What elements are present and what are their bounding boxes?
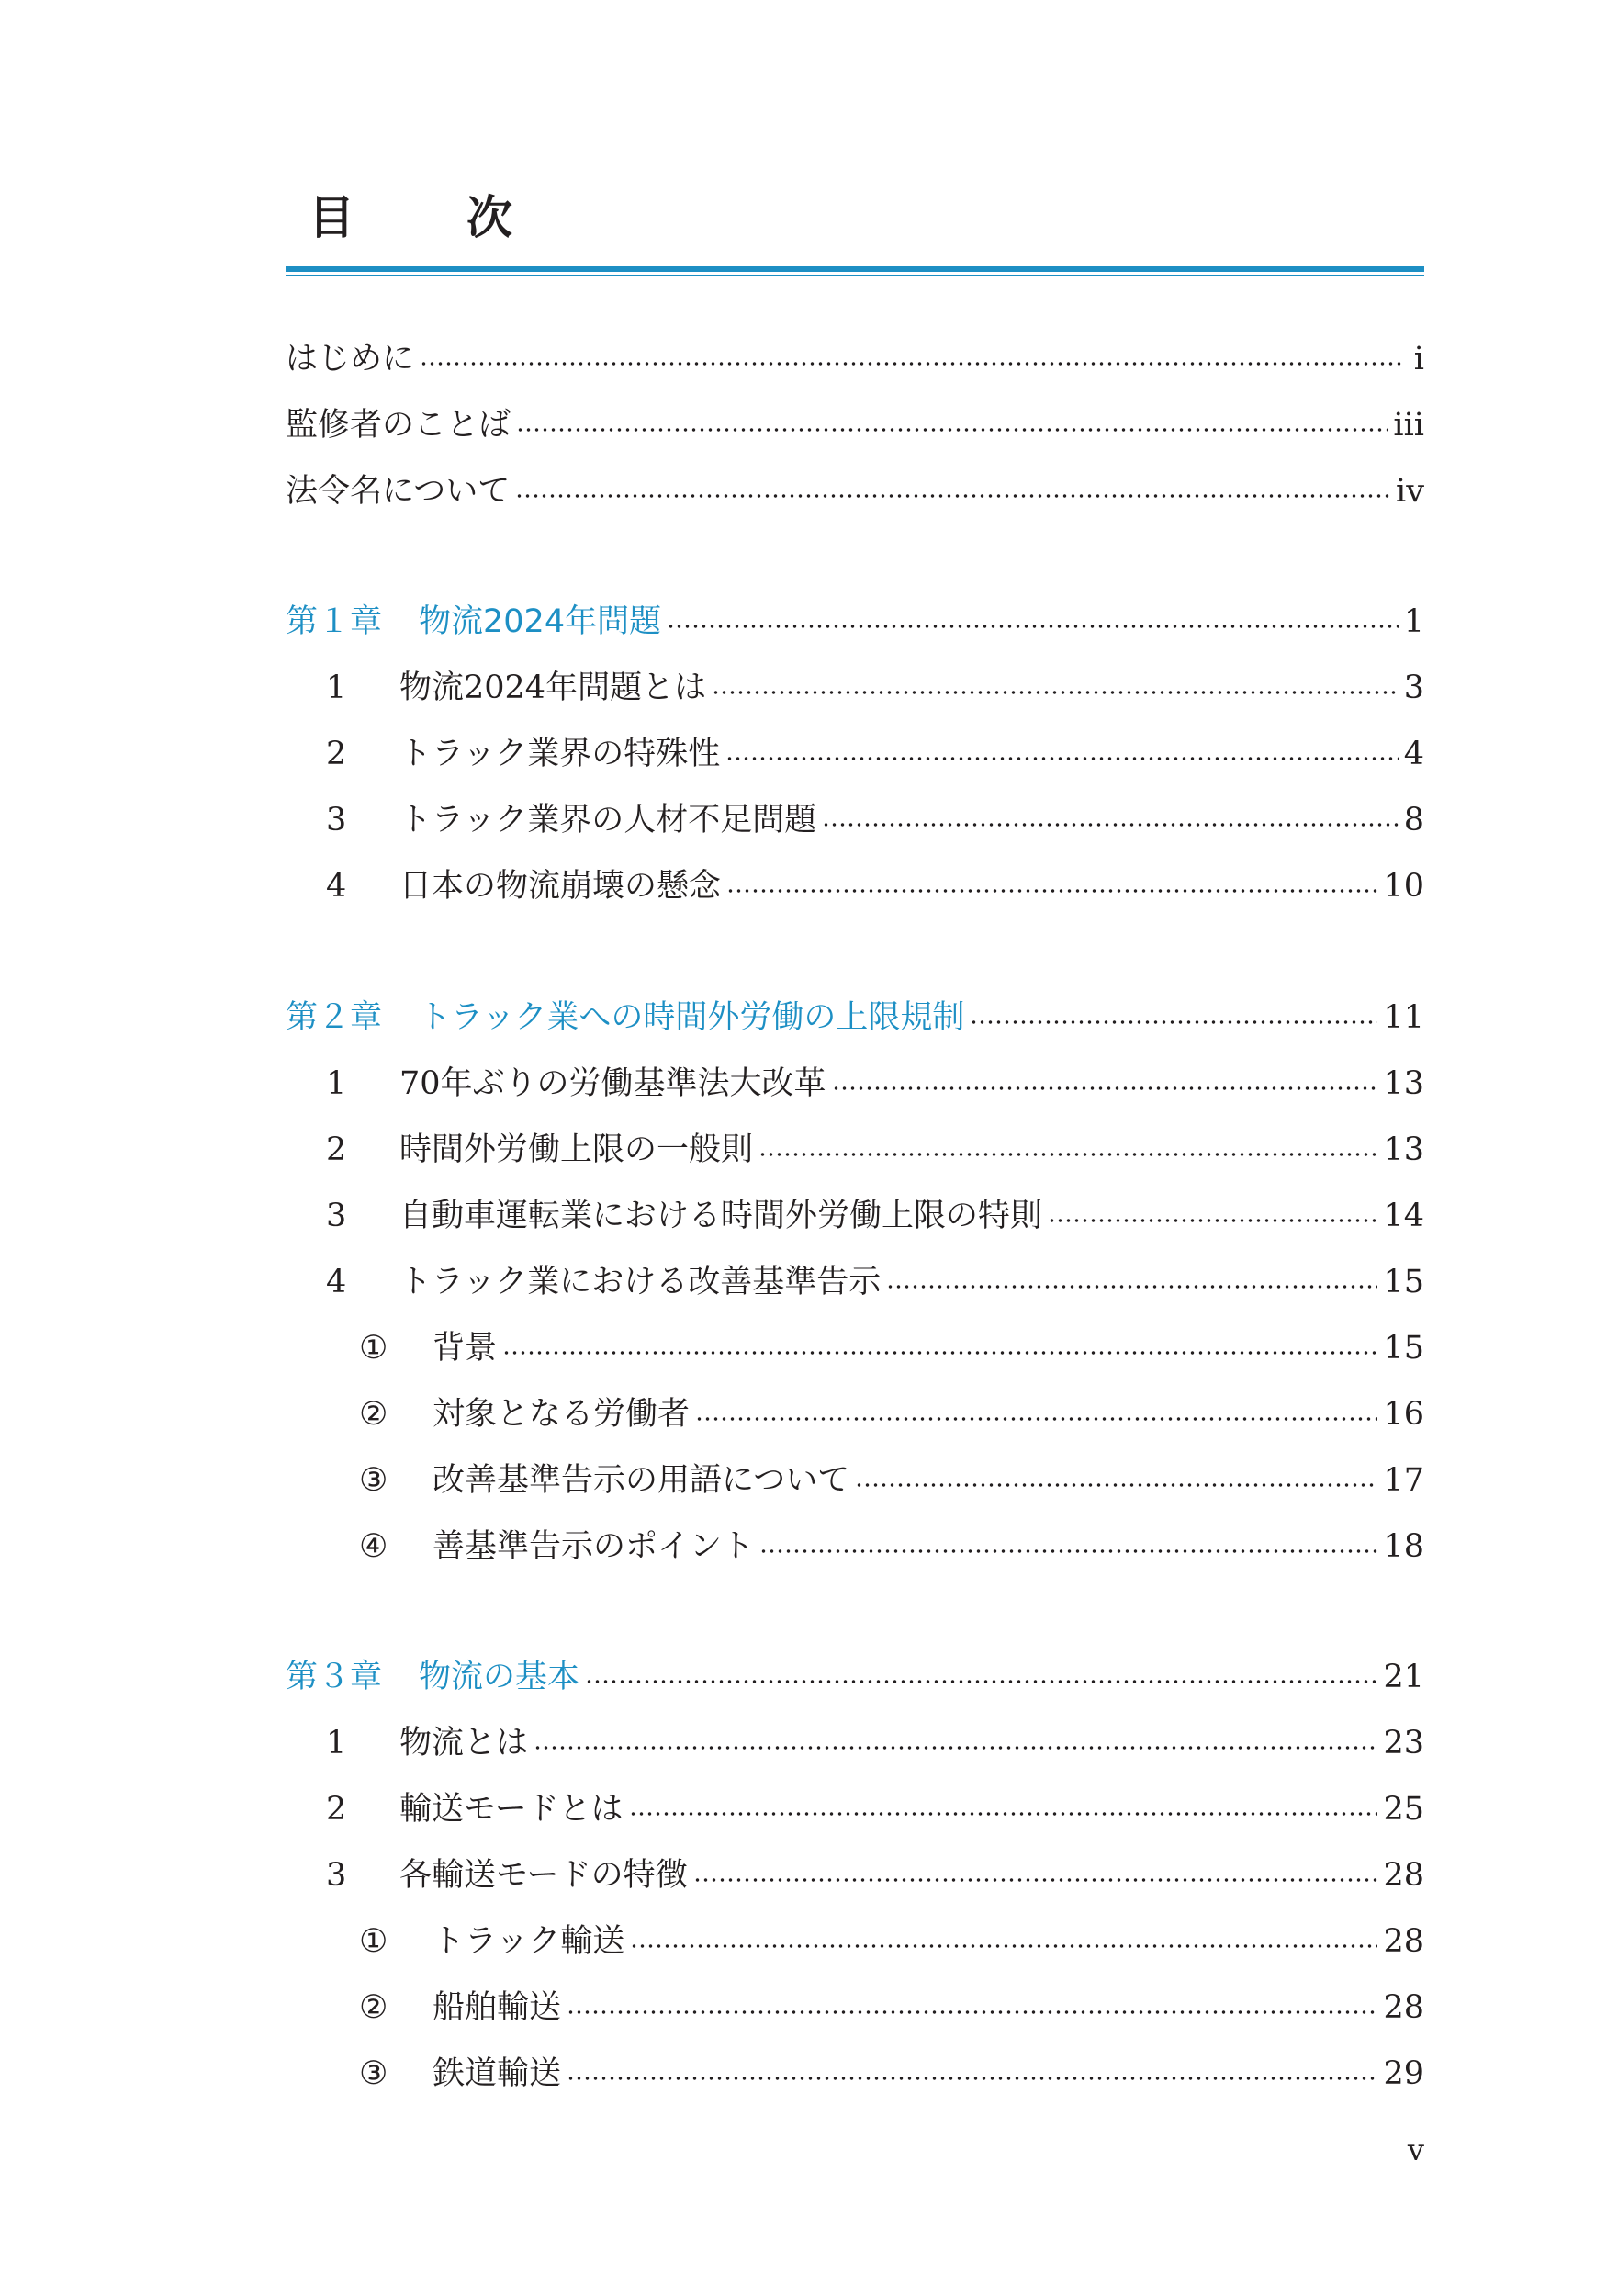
dot-leader — [567, 2009, 1377, 2015]
section-number: 2 — [326, 1131, 347, 1168]
dot-leader — [725, 756, 1398, 761]
toc-section[interactable] — [286, 1786, 1424, 1832]
section-title: 時間外労働上限の一般則 — [399, 1131, 754, 1168]
subsection-title: トラック輸送 — [433, 1922, 625, 1960]
section-number: 3 — [326, 1197, 347, 1234]
toc-page-number: 17 — [1383, 1461, 1424, 1499]
section-number: 4 — [326, 867, 347, 905]
section-number: 4 — [326, 1263, 347, 1300]
dot-leader — [585, 1679, 1377, 1684]
dot-leader — [515, 493, 1390, 499]
section-number: 1 — [326, 1724, 347, 1761]
toc-page-number: 1 — [1403, 602, 1424, 640]
toc-page-number: 4 — [1403, 735, 1424, 772]
dot-leader — [726, 888, 1377, 894]
toc-subsection[interactable] — [286, 2051, 1424, 2097]
dot-leader — [970, 1019, 1377, 1025]
section-title: トラック業における改善基準告示 — [399, 1263, 882, 1300]
chapter-number: 第２章 — [286, 998, 383, 1036]
section-number: 1 — [326, 669, 347, 706]
toc-page-number: iv — [1396, 472, 1424, 510]
dot-leader — [695, 1416, 1377, 1422]
page-title: 目 次 — [309, 191, 545, 244]
toc-subsection[interactable] — [286, 1524, 1424, 1570]
toc-subsection[interactable] — [286, 1391, 1424, 1437]
dot-leader — [629, 1811, 1378, 1817]
chapter-number: 第３章 — [286, 1658, 383, 1695]
subsection-number: ③ — [359, 2054, 388, 2092]
toc-section[interactable] — [286, 1127, 1424, 1173]
toc-section[interactable] — [286, 731, 1424, 777]
toc-page-number: 28 — [1383, 1922, 1424, 1960]
toc-section[interactable] — [286, 1061, 1424, 1107]
toc-page-number: 16 — [1383, 1395, 1424, 1433]
toc-page-number: 23 — [1383, 1724, 1424, 1761]
toc-page-number: iii — [1393, 406, 1424, 444]
dot-leader — [822, 822, 1398, 827]
section-number: 3 — [326, 801, 347, 838]
subsection-title: 善基準告示のポイント — [433, 1527, 755, 1565]
subsection-title: 船舶輸送 — [433, 1988, 562, 2026]
toc-entry-hajimeni[interactable] — [286, 336, 1424, 382]
section-title: 70年ぶりの労働基準法大改革 — [399, 1064, 826, 1102]
toc-section[interactable] — [286, 1720, 1424, 1766]
dot-leader — [420, 361, 1402, 366]
dot-leader — [1048, 1218, 1377, 1223]
dot-leader — [886, 1284, 1377, 1289]
section-title: 物流2024年問題とは — [399, 669, 707, 706]
dot-leader — [667, 624, 1399, 629]
section-title: トラック業界の特殊性 — [399, 735, 721, 772]
toc-entry-label: はじめに — [286, 340, 415, 377]
subsection-number: ② — [359, 1988, 388, 2026]
subsection-title: 鉄道輸送 — [433, 2054, 562, 2092]
toc-page-number: i — [1413, 340, 1424, 377]
toc-page-number: 28 — [1383, 1988, 1424, 2026]
toc-page-number: 15 — [1383, 1329, 1424, 1367]
dot-leader — [567, 2076, 1377, 2081]
toc-chapter-1[interactable] — [286, 599, 1424, 645]
dot-leader — [630, 1943, 1377, 1949]
toc-page-number: 15 — [1383, 1263, 1424, 1300]
dot-leader — [712, 690, 1399, 695]
toc-section[interactable] — [286, 797, 1424, 843]
section-number: 1 — [326, 1064, 347, 1102]
dot-leader — [534, 1745, 1377, 1750]
dot-leader — [832, 1086, 1378, 1091]
dot-leader — [759, 1548, 1377, 1554]
subsection-title: 背景 — [433, 1329, 498, 1367]
toc-subsection[interactable] — [286, 1919, 1424, 1964]
chapter-title: トラック業への時間外労働の上限規制 — [419, 998, 965, 1036]
page-folio: v — [1407, 2133, 1424, 2167]
dot-leader — [693, 1877, 1378, 1883]
section-number: 3 — [326, 1856, 347, 1894]
toc-page-number: 25 — [1383, 1790, 1424, 1828]
dot-leader — [758, 1152, 1377, 1157]
toc-section[interactable] — [286, 1193, 1424, 1239]
toc-page-number: 21 — [1383, 1658, 1424, 1695]
section-title: 日本の物流崩壊の懸念 — [399, 867, 722, 905]
toc-page-number: 8 — [1403, 801, 1424, 838]
toc-page-number: 10 — [1383, 867, 1424, 905]
section-title: トラック業界の人材不足問題 — [399, 801, 817, 838]
toc-page-number: 14 — [1383, 1197, 1424, 1234]
section-title: 輸送モードとは — [399, 1790, 624, 1828]
chapter-title: 物流の基本 — [419, 1658, 580, 1695]
toc-chapter-3[interactable] — [286, 1654, 1424, 1700]
toc-entry-label: 監修者のことば — [286, 406, 511, 444]
dot-leader — [855, 1482, 1377, 1488]
chapter-title: 物流2024年問題 — [419, 602, 662, 640]
section-title: 自動車運転業における時間外労働上限の特則 — [399, 1197, 1043, 1234]
subsection-title: 改善基準告示の用語について — [433, 1461, 850, 1499]
toc-page-number: 13 — [1383, 1064, 1424, 1102]
toc-page-number: 28 — [1383, 1856, 1424, 1894]
subsection-number: ④ — [359, 1527, 388, 1565]
subsection-number: ③ — [359, 1461, 388, 1499]
toc-entry-kanshusha[interactable] — [286, 402, 1424, 448]
section-number: 2 — [326, 1790, 347, 1828]
toc-page-number: 13 — [1383, 1131, 1424, 1168]
toc-page-number: 11 — [1383, 998, 1424, 1036]
dot-leader — [516, 427, 1388, 433]
toc-subsection[interactable] — [286, 1985, 1424, 2031]
toc-page-number: 18 — [1383, 1527, 1424, 1565]
toc-subsection[interactable] — [286, 1458, 1424, 1503]
subsection-number: ① — [359, 1329, 388, 1367]
subsection-title: 対象となる労働者 — [433, 1395, 691, 1433]
toc-section[interactable] — [286, 863, 1424, 909]
section-number: 2 — [326, 735, 347, 772]
toc-subsection[interactable] — [286, 1325, 1424, 1371]
section-title: 各輸送モードの特徴 — [399, 1856, 688, 1894]
dot-leader — [502, 1350, 1377, 1356]
subsection-number: ② — [359, 1395, 388, 1433]
title-underline — [286, 266, 1424, 277]
toc-section[interactable] — [286, 665, 1424, 711]
chapter-number: 第１章 — [286, 602, 383, 640]
toc-entry-label: 法令名について — [286, 472, 511, 510]
toc-chapter-2[interactable] — [286, 995, 1424, 1041]
toc-section[interactable] — [286, 1259, 1424, 1305]
toc-page-number: 29 — [1383, 2054, 1424, 2092]
section-title: 物流とは — [399, 1724, 529, 1761]
toc-section[interactable] — [286, 1852, 1424, 1898]
toc-entry-horeimei[interactable] — [286, 468, 1424, 514]
toc-page-number: 3 — [1403, 669, 1424, 706]
subsection-number: ① — [359, 1922, 388, 1960]
